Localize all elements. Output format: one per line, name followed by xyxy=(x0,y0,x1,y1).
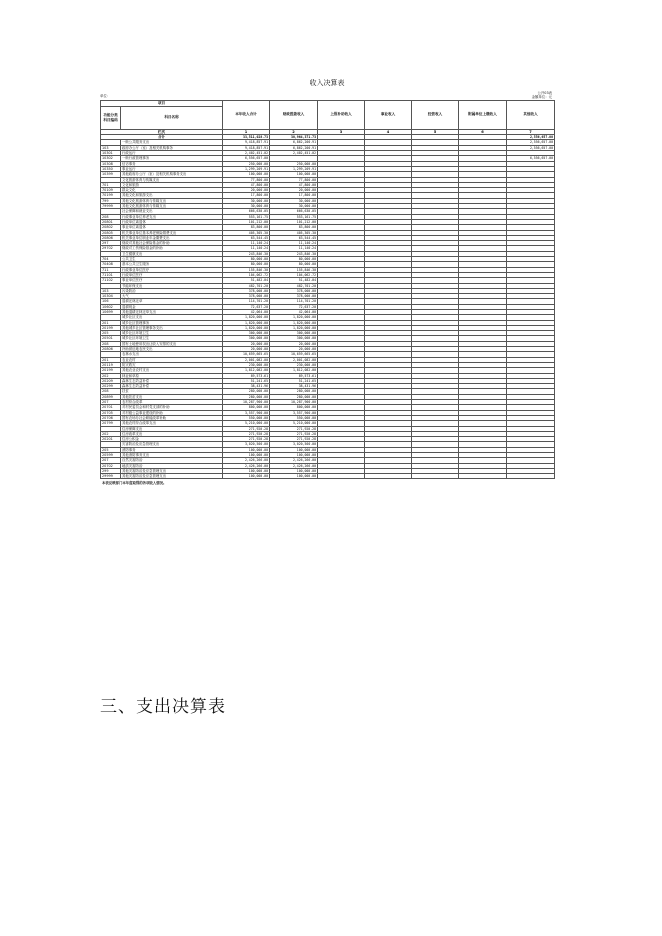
row-total-income: 100,000.00 xyxy=(223,453,270,458)
row-code: 201 xyxy=(101,357,121,362)
row-name: 事业单位医疗 xyxy=(121,278,223,283)
row-fiscal-income: 280,000.00 xyxy=(270,389,318,394)
row-code: 20706 xyxy=(101,415,121,420)
row-name: 国有农场办社会职能改革补助 xyxy=(121,415,223,420)
row-fiscal-income: 300,000.00 xyxy=(270,331,318,336)
row-fiscal-income: 1,812,082.00 xyxy=(270,368,318,373)
row-total-income: 63,544.45 xyxy=(223,235,270,240)
total-other-value: 2,556,657.00 xyxy=(507,135,555,140)
row-code: 10602 xyxy=(101,304,121,309)
row-fiscal-income: 1,820,000.00 xyxy=(270,325,318,330)
row-fiscal-income: 271,920.28 xyxy=(270,437,318,442)
row-fiscal-income: 104,062.72 xyxy=(270,272,318,277)
row-total-income: 405,305.30 xyxy=(223,230,270,235)
row-name: 住房改革支出 xyxy=(121,431,223,436)
row-name: 其他农村综合改革支出 xyxy=(121,421,223,426)
row-name: 消防事务 xyxy=(121,447,223,452)
row-code: 20805 xyxy=(101,230,121,235)
dept-label: 单位： xyxy=(100,94,111,98)
row-total-income: 9,418,857.91 xyxy=(223,145,270,150)
row-name: 事业运行 xyxy=(121,166,223,171)
row-code: 20802 xyxy=(101,225,121,230)
column-number: 3 xyxy=(318,129,365,135)
money-unit: 金额单位：元 xyxy=(531,95,552,99)
row-total-income: 80,000.00 xyxy=(223,257,270,262)
row-name: 行政事业单位医疗 xyxy=(121,267,223,272)
row-fiscal-income: 550,000.00 xyxy=(270,415,318,420)
row-fiscal-income: 666,630.05 xyxy=(270,209,318,214)
row-code: 20801 xyxy=(101,219,121,224)
row-fiscal-income: 72,637.20 xyxy=(270,304,318,309)
header-name: 科目名称 xyxy=(121,106,223,129)
row-name: 信访事务 xyxy=(121,161,223,166)
row-total-income: 10,659,665.65 xyxy=(223,352,270,357)
row-name: 其他文化和旅游支出 xyxy=(121,193,223,198)
row-fiscal-income: 100,000.00 xyxy=(270,453,318,458)
row-total-income: 6,556,657.00 xyxy=(223,156,270,161)
row-code: 20599 xyxy=(101,453,121,458)
row-code: 71101 xyxy=(101,272,121,277)
row-total-income: 271,920.28 xyxy=(223,437,270,442)
row-code: 297 xyxy=(101,241,121,246)
row-name: 扶贫 xyxy=(121,389,223,394)
table-meta xyxy=(100,90,554,100)
row-code: 20119 xyxy=(101,362,121,367)
row-other-income: 2,556,657.00 xyxy=(507,145,555,150)
row-name: 行政事业单位养老支出 xyxy=(121,214,223,219)
row-fiscal-income: 83,800.00 xyxy=(270,225,318,230)
row-code: 799 xyxy=(101,198,121,203)
row-total-income: 83,800.00 xyxy=(223,225,270,230)
row-name: 退耕现金 xyxy=(121,304,223,309)
row-code: 20299 xyxy=(101,384,121,389)
row-code: 20209 xyxy=(101,378,121,383)
row-code: 208 xyxy=(101,341,121,346)
row-name: 森林生态效益补偿 xyxy=(121,384,223,389)
row-total-income: 104,062.72 xyxy=(223,272,270,277)
row-name: 国有土地使用权出让收入安排的支出 xyxy=(121,341,223,346)
row-code: 10302 xyxy=(101,156,121,161)
row-total-income: 280,000.00 xyxy=(223,389,270,394)
row-name: 对村民委员会和村党支部的补助 xyxy=(121,405,223,410)
row-code: 103 xyxy=(101,288,121,293)
row-total-income: 243,846.30 xyxy=(223,251,270,256)
row-fiscal-income: 30,000.00 xyxy=(270,198,318,203)
row-fiscal-income: 47,800.00 xyxy=(270,182,318,187)
row-name: 城乡社区环境卫生 xyxy=(121,331,223,336)
row-fiscal-income: 250,000.00 xyxy=(270,161,318,166)
total-income-value: 33,511,028.73 xyxy=(223,135,270,140)
column-number: 4 xyxy=(365,129,412,135)
row-fiscal-income: 300,000.00 xyxy=(270,336,318,341)
row-name: 住房保障支出 xyxy=(121,426,223,431)
row-code: 704 xyxy=(101,257,121,262)
row-fiscal-income: 378,000.00 xyxy=(270,288,318,293)
row-name: 文化旅游体育与传媒支出 xyxy=(121,177,223,182)
table-footnote: 本表反映部门本年度取得的各项收入情况。 xyxy=(102,481,167,486)
row-total-income: 300,000.00 xyxy=(223,336,270,341)
row-name: 其他政府办公厅（室）及相关机构事务支出 xyxy=(121,172,223,177)
header-other-income: 其他收入 xyxy=(507,101,555,130)
row-fiscal-income: 20,000.00 xyxy=(270,188,318,193)
row-name: 对村级公益事业建设的补助 xyxy=(121,410,223,415)
column-number: 6 xyxy=(459,129,507,135)
row-total-income: 100,000.00 xyxy=(223,474,270,479)
row-fiscal-income: 38,431.96 xyxy=(270,384,318,389)
row-name: 大气 xyxy=(121,294,223,299)
row-code: 207 xyxy=(101,400,121,405)
section-heading: 三、支出决算表 xyxy=(100,697,226,717)
row-fiscal-income: 280,000.00 xyxy=(270,394,318,399)
row-other-income xyxy=(507,474,555,479)
row-total-income: 100,000.00 xyxy=(223,447,270,452)
row-fiscal-income: 3,557,900.00 xyxy=(270,410,318,415)
income-statement-sheet xyxy=(100,78,554,485)
row-total-income: 1,820,000.00 xyxy=(223,315,270,320)
row-total-income: 3,557,900.00 xyxy=(223,410,270,415)
row-code: 205 xyxy=(101,331,121,336)
row-total-income: 3,020,500.00 xyxy=(223,442,270,447)
row-name: 一般公共服务支出 xyxy=(121,140,223,145)
row-fiscal-income: 30,000.00 xyxy=(270,204,318,209)
row-code: 20705 xyxy=(101,410,121,415)
row-fiscal-income: 271,920.28 xyxy=(270,431,318,436)
row-fiscal-income: 271,920.28 xyxy=(270,426,318,431)
column-number: 2 xyxy=(270,129,318,135)
row-code: 103 xyxy=(101,145,121,150)
row-fiscal-income: 10,287,900.00 xyxy=(270,400,318,405)
row-code: 202 xyxy=(101,431,121,436)
row-total-income: 10,287,900.00 xyxy=(223,400,270,405)
table-body xyxy=(101,140,555,479)
row-code: 10699 xyxy=(101,309,121,314)
row-total-income: 101,212.00 xyxy=(223,219,270,224)
row-fiscal-income: 101,212.00 xyxy=(270,219,318,224)
header-code: 功能分类科目编码 xyxy=(101,106,121,129)
row-code: 20701 xyxy=(101,405,121,410)
row-code: 20799 xyxy=(101,421,121,426)
row-code: 208 xyxy=(101,389,121,394)
row-fiscal-income: 100,000.00 xyxy=(270,474,318,479)
row-total-income: 1,820,000.00 xyxy=(223,325,270,330)
row-name: 机关事业单位基本养老保险缴费支出 xyxy=(121,230,223,235)
header-total-income: 本年收入合计 xyxy=(223,101,270,130)
row-fiscal-income: 63,544.45 xyxy=(270,235,318,240)
row-code: 205 xyxy=(101,447,121,452)
row-name: 农业农村 xyxy=(121,357,223,362)
row-fiscal-income: 1,820,000.00 xyxy=(270,320,318,325)
row-total-income: 1,820,000.00 xyxy=(223,320,270,325)
row-total-income: 42,064.00 xyxy=(223,309,270,314)
row-name: 林业和草原 xyxy=(121,373,223,378)
row-total-income: 11,140.24 xyxy=(223,246,270,251)
row-code: 29702 xyxy=(101,246,121,251)
row-code: 10301 xyxy=(101,151,121,156)
header-fiscal-income: 财政拨款收入 xyxy=(270,101,318,130)
row-total-income: 30,000.00 xyxy=(223,198,270,203)
row-fiscal-income: 11,140.24 xyxy=(270,241,318,246)
row-total-income: 553,161.75 xyxy=(223,214,270,219)
row-name: 机关事业单位职业年金缴费支出 xyxy=(121,235,223,240)
row-total-income: 9,418,857.91 xyxy=(223,140,270,145)
row-code: 201 xyxy=(101,320,121,325)
row-code: 29999 xyxy=(101,474,121,479)
row-code: 20199 xyxy=(101,325,121,330)
row-code: 20199 xyxy=(101,368,121,373)
row-name: 其他灾害防治及应急管理支出 xyxy=(121,468,223,473)
row-name: 城乡社区管理事务 xyxy=(121,320,223,325)
row-name: 行政单位离退休 xyxy=(121,219,223,224)
row-fiscal-income: 482,701.20 xyxy=(270,283,318,288)
row-fiscal-income: 1,820,000.00 xyxy=(270,315,318,320)
row-name: 事业单位离退休 xyxy=(121,225,223,230)
row-name: 农村综合改革 xyxy=(121,400,223,405)
row-total-income: 155,846.30 xyxy=(223,267,270,272)
row-name: 住房公积金 xyxy=(121,437,223,442)
row-fiscal-income: 42,064.00 xyxy=(270,309,318,314)
row-name: 行政运行 xyxy=(121,151,223,156)
empty-cell xyxy=(365,474,412,479)
row-code: 70408 xyxy=(101,262,121,267)
row-other-income: 6,556,657.00 xyxy=(507,156,555,161)
row-total-income: 2,426,266.00 xyxy=(223,463,270,468)
row-name: 基本公共卫生服务 xyxy=(121,262,223,267)
row-fiscal-income: 243,846.30 xyxy=(270,251,318,256)
header-operating-income: 经营收入 xyxy=(412,101,459,130)
row-fiscal-income: 100,000.00 xyxy=(270,447,318,452)
row-total-income: 800,000.00 xyxy=(223,405,270,410)
row-fiscal-income: 2,001,082.00 xyxy=(270,357,318,362)
row-fiscal-income: 5,210,000.00 xyxy=(270,421,318,426)
row-name: 其他文化旅游体育与传媒支出 xyxy=(121,204,223,209)
row-total-income: 20,000.00 xyxy=(223,347,270,352)
row-fiscal-income: 80,000.00 xyxy=(270,262,318,267)
row-fiscal-income: 800,000.00 xyxy=(270,405,318,410)
header-item: 项目 xyxy=(101,101,223,107)
row-total-income: 51,482.04 xyxy=(223,278,270,283)
row-name: 灾害防治及应急管理支出 xyxy=(121,442,223,447)
row-fiscal-income: 17,800.00 xyxy=(270,193,318,198)
header-column-label: 栏次 xyxy=(101,129,223,135)
row-fiscal-income: 80,000.00 xyxy=(270,257,318,262)
row-total-income: 550,000.00 xyxy=(223,415,270,420)
row-fiscal-income: 77,800.00 xyxy=(270,177,318,182)
row-name: 其他退耕还林还草支出 xyxy=(121,309,223,314)
row-total-income: 2,426,266.00 xyxy=(223,458,270,463)
row-name: 社会保障和就业支出 xyxy=(121,209,223,214)
row-code: 70199 xyxy=(101,193,121,198)
row-name: 文化和旅游 xyxy=(121,182,223,187)
row-fiscal-income: 114,701.20 xyxy=(270,299,318,304)
row-code: 711 xyxy=(101,267,121,272)
row-name: 补助被征地农民支出 xyxy=(121,347,223,352)
row-code: 207 xyxy=(101,458,121,463)
form-number: 公开03表 xyxy=(537,91,552,95)
row-code: 106 xyxy=(101,299,121,304)
row-fiscal-income: 2,426,266.00 xyxy=(270,458,318,463)
row-name: 节能环保支出 xyxy=(121,283,223,288)
row-total-income: 80,000.00 xyxy=(223,262,270,267)
row-total-income: 20,000.00 xyxy=(223,341,270,346)
row-fiscal-income: 20,000.00 xyxy=(270,341,318,346)
row-name: 公共卫生 xyxy=(121,257,223,262)
row-code: 701 xyxy=(101,182,121,187)
row-name: 财政对其他社会保险基金的补助 xyxy=(121,241,223,246)
row-name: 森林生态效益补偿 xyxy=(121,378,223,383)
column-number: 1 xyxy=(223,129,270,135)
row-total-income: 482,701.20 xyxy=(223,283,270,288)
row-fiscal-income: 100,000.00 xyxy=(270,172,318,177)
row-total-income: 271,920.28 xyxy=(223,431,270,436)
row-code: 79999 xyxy=(101,204,121,209)
row-fiscal-income: 100,000.00 xyxy=(270,468,318,473)
row-total-income: 1,812,082.00 xyxy=(223,368,270,373)
row-fiscal-income: 378,000.00 xyxy=(270,294,318,299)
row-total-income: 47,800.00 xyxy=(223,182,270,187)
row-total-income: 30,000.00 xyxy=(223,204,270,209)
row-name: 污染防治 xyxy=(121,288,223,293)
row-total-income: 17,800.00 xyxy=(223,193,270,198)
row-total-income: 100,000.00 xyxy=(223,468,270,473)
row-name: 城乡社区支出 xyxy=(121,315,223,320)
header-business-income: 事业收入 xyxy=(365,101,412,130)
row-code: 10304 xyxy=(101,294,121,299)
row-total-income: 250,000.00 xyxy=(223,161,270,166)
row-total-income: 38,431.96 xyxy=(223,384,270,389)
row-code: 20899 xyxy=(101,394,121,399)
row-fiscal-income: 11,140.24 xyxy=(270,246,318,251)
row-name: 群众文化 xyxy=(121,188,223,193)
table-title: 收入决算表 xyxy=(309,79,345,87)
row-name: 其他扶贫支出 xyxy=(121,394,223,399)
row-code: 299 xyxy=(101,468,121,473)
row-total-income: 89,573.61 xyxy=(223,373,270,378)
row-total-income: 378,000.00 xyxy=(223,294,270,299)
row-name: 其他文化旅游体育与传媒支出 xyxy=(121,198,223,203)
row-code: 10350 xyxy=(101,166,121,171)
row-total-income: 51,241.65 xyxy=(223,378,270,383)
row-fiscal-income: 10,659,665.65 xyxy=(270,352,318,357)
row-name: 财政对工伤保险基金的补助 xyxy=(121,246,223,251)
row-total-income: 2,001,082.00 xyxy=(223,357,270,362)
row-fiscal-income: 89,573.61 xyxy=(270,373,318,378)
row-total-income: 2,402,451.02 xyxy=(223,151,270,156)
row-name: 其他灾害防治及应急管理支出 xyxy=(121,474,223,479)
row-total-income: 378,000.00 xyxy=(223,288,270,293)
row-fiscal-income: 6,862,200.91 xyxy=(270,140,318,145)
column-number: 7 xyxy=(507,129,555,135)
row-name: 防灾救灾 xyxy=(121,362,223,367)
row-total-income: 1,299,209.91 xyxy=(223,166,270,171)
row-name: 一般行政管理事务 xyxy=(121,156,223,161)
row-name: 其他消防事务支出 xyxy=(121,453,223,458)
row-fiscal-income: 20,000.00 xyxy=(270,347,318,352)
total-fiscal-value: 30,964,371.73 xyxy=(270,135,318,140)
row-total-income: 72,637.20 xyxy=(223,304,270,309)
row-fiscal-income: 2,426,266.00 xyxy=(270,463,318,468)
row-name: 地质灾害防治 xyxy=(121,463,223,468)
row-total-income: 114,701.20 xyxy=(223,299,270,304)
row-name: 其他农业农村支出 xyxy=(121,368,223,373)
row-fiscal-income: 6,862,200.91 xyxy=(270,145,318,150)
row-other-income: 2,556,657.00 xyxy=(507,140,555,145)
row-total-income: 100,000.00 xyxy=(223,172,270,177)
row-code: 10399 xyxy=(101,172,121,177)
row-code: 20702 xyxy=(101,463,121,468)
row-fiscal-income: 51,241.65 xyxy=(270,378,318,383)
row-total-income: 77,800.00 xyxy=(223,177,270,182)
row-name: 城乡社区环境卫生 xyxy=(121,336,223,341)
row-code: 20201 xyxy=(101,437,121,442)
row-total-income: 11,140.24 xyxy=(223,241,270,246)
row-name: 卫生健康支出 xyxy=(121,251,223,256)
income-table xyxy=(100,100,555,479)
empty-cell xyxy=(459,474,507,479)
row-name: 行政单位医疗 xyxy=(121,272,223,277)
row-code: 70109 xyxy=(101,188,121,193)
empty-cell xyxy=(318,474,365,479)
row-total-income: 230,000.00 xyxy=(223,362,270,367)
row-name: 自然灾害防治 xyxy=(121,458,223,463)
row-fiscal-income: 51,482.04 xyxy=(270,278,318,283)
row-code: 208 xyxy=(101,214,121,219)
row-fiscal-income: 155,846.30 xyxy=(270,267,318,272)
row-name: 农林水支出 xyxy=(121,352,223,357)
row-total-income: 20,000.00 xyxy=(223,188,270,193)
row-code: 10308 xyxy=(101,161,121,166)
row-name: 其他城乡社区管理事务支出 xyxy=(121,325,223,330)
row-name: 政府办公厅（室）及相关机构事务 xyxy=(121,145,223,150)
row-fiscal-income: 553,161.75 xyxy=(270,214,318,219)
header-superior-subsidy: 上级补助收入 xyxy=(318,101,365,130)
row-fiscal-income: 3,020,500.00 xyxy=(270,442,318,447)
row-code: 20806 xyxy=(101,235,121,240)
row-total-income: 271,920.28 xyxy=(223,426,270,431)
row-fiscal-income: 1,299,209.91 xyxy=(270,166,318,171)
header-affiliated-income: 附属单位上缴收入 xyxy=(459,101,507,130)
row-code: 20501 xyxy=(101,336,121,341)
row-total-income: 300,000.00 xyxy=(223,331,270,336)
row-name: 退耕还林还草 xyxy=(121,299,223,304)
column-number: 5 xyxy=(412,129,459,135)
total-label: 合计 xyxy=(101,135,223,140)
empty-cell xyxy=(412,474,459,479)
row-fiscal-income: 405,305.30 xyxy=(270,230,318,235)
row-code: 202 xyxy=(101,373,121,378)
row-total-income: 280,000.00 xyxy=(223,394,270,399)
table-row xyxy=(101,474,555,479)
row-total-income: 5,210,000.00 xyxy=(223,421,270,426)
row-total-income: 666,630.05 xyxy=(223,209,270,214)
row-fiscal-income: 230,000.00 xyxy=(270,362,318,367)
row-code: 20806 xyxy=(101,347,121,352)
row-fiscal-income: 2,402,451.02 xyxy=(270,151,318,156)
row-code: 71102 xyxy=(101,278,121,283)
